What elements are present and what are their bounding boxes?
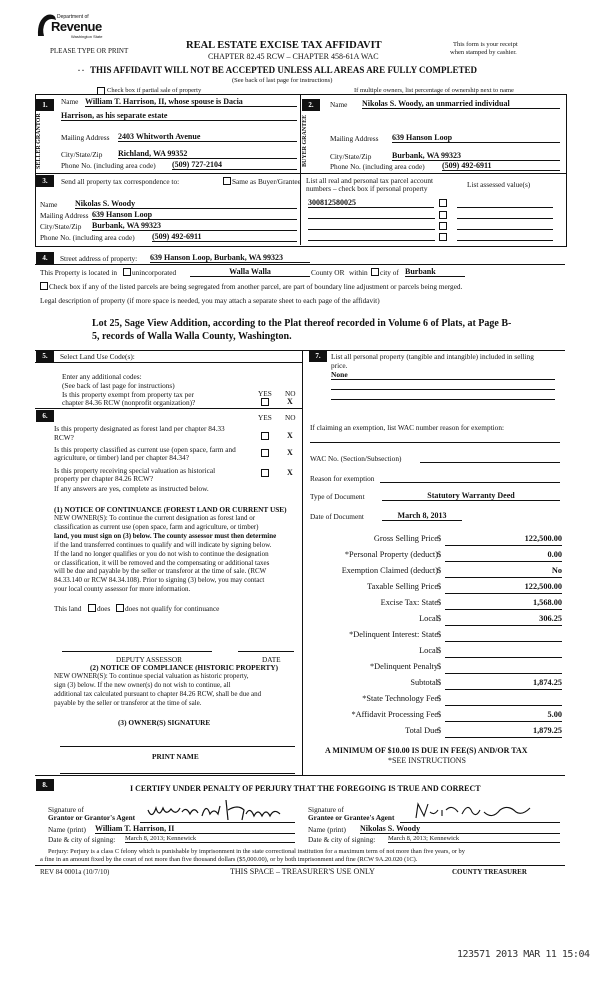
legal-description[interactable]: Lot 25, Sage View Addition, according to the Plat thereof recorded in Volume 6 of Plats, at Page B- [92,318,512,329]
penalty-label: *Delinquent Penalty [370,662,438,671]
does-not-label: does not qualify for continuance [125,604,220,613]
logo-top-text: Department of [57,14,89,20]
seller-name-label: Name [61,97,79,106]
notice-line: NEW OWNER(S): To continue special valuation as historic property, [54,672,249,680]
parcel-3-checkbox[interactable] [439,222,447,230]
grantor-date[interactable]: March 8, 2013; Kennewick [125,835,295,843]
land-does-checkbox[interactable] [88,604,96,612]
see-back-note: (See back of last page for instructions) [232,77,333,84]
section-7-badge: 7. [309,350,327,362]
corr-mailing[interactable]: 639 Hanson Loop [92,210,297,220]
seller-city-label: City/State/Zip [61,150,103,159]
seller-mailing-label: Mailing Address [61,133,110,142]
county-treasurer-label: COUNTY TREASURER [452,868,527,876]
assessed-value-label: List assessed value(s) [467,180,531,189]
exemption-dollar: $ [437,566,442,575]
correspondence-label: Send all property tax correspondence to: [61,177,180,186]
corr-city-label: City/State/Zip [40,222,82,231]
excise-state-dollar: $ [437,598,442,607]
notice-compliance-body [54,672,261,708]
tech-fee-label: *State Technology Fee [362,694,438,703]
grantee-sig-label-2: Grantee or Grantee's Agent [308,813,395,822]
section-2-badge: 2. [302,99,320,111]
current-use-no-mark[interactable]: X [287,448,293,457]
section-1-badge: 1. [36,99,54,111]
within-label: within [349,268,368,277]
penalty-dollar: $ [437,662,442,671]
unincorporated-checkbox[interactable] [123,268,131,276]
grantor-print-label: Name (print) [48,825,86,834]
street-label: Street address of property: [60,254,138,263]
notice-line: 84.33.140 or RCW 84.34.108). Prior to signing (3) below, you may contact [54,576,265,585]
grantee-print-name[interactable]: Nikolas S. Woody [360,824,560,834]
taxable-dollar: $ [437,582,442,591]
total-due-value[interactable]: 1,879.25 [532,726,562,735]
s5-no-label: NO [285,389,296,398]
parcel-label: List all real and personal tax parcel account [306,176,434,185]
subtotal-label: Subtotal [410,678,438,687]
total-dollar: $ [437,726,442,735]
section-6-badge: 6. [36,410,54,422]
gross-value[interactable]: 122,500.00 [524,534,562,543]
additional-codes-label: Enter any additional codes: [62,372,142,381]
historic-yes-checkbox[interactable] [261,469,269,477]
delinquent-state-label: *Delinquent Interest: State [349,630,438,639]
section-8-badge: 8. [36,779,54,791]
forest-yes-checkbox[interactable] [261,432,269,440]
doc-date-value[interactable]: March 8, 2013 [382,511,462,521]
forest-question: Is this property designated as forest land per chapter 84.33 [54,424,225,433]
s6-yes-label: YES [258,413,272,422]
recording-stamp: 123571 2013 MAR 11 15:04 [457,949,590,960]
forest-question-2: RCW? [54,433,74,442]
notice-line: payable by the seller or transferor at the time of sale. [54,698,202,707]
exempt-question: Is this property exempt from property tax per [62,390,194,399]
buyer-side-label: BUYER GRANTEE [302,114,308,168]
personal-deduct-label: *Personal Property (deduct) [344,550,438,559]
grantor-date-label: Date & city of signing: [48,835,116,844]
notice-continuance-body [54,514,276,594]
located-label: This Property is located in [40,268,118,277]
section-5-badge: 5. [36,350,54,362]
wac-number-label: WAC No. (Section/Subsection) [310,454,402,463]
perjury-statement-2: a fine in an amount fixed by the court of not more than five thousand dollars ($5,000.00), or by both imprisonment and fine (RCW 9A.20.020 (1C). [40,856,418,863]
parcel-1[interactable]: 300812580025 [308,198,434,208]
buyer-city[interactable]: Burbank, WA 99323 [392,151,560,161]
same-as-buyer-checkbox[interactable] [223,177,231,185]
receipt-note-2: when stamped by cashier. [450,49,517,56]
taxable-value[interactable]: 122,500.00 [524,582,562,591]
parcel-1-checkbox[interactable] [439,199,447,207]
notice-compliance-title: (2) NOTICE OF COMPLIANCE (HISTORIC PROPERTY) [90,663,279,672]
grantor-sig-label-2: Grantor or Grantor's Agent [48,813,136,822]
current-use-question: Is this property classified as current use (open space, farm and [54,445,236,454]
historic-no-mark[interactable]: X [287,468,293,477]
total-due-label: Total Due [405,726,438,735]
excise-state-label: Excise Tax: State [380,598,438,607]
notice-continuance-title: (1) NOTICE OF CONTINUANCE (FOREST LAND OR CURRENT USE) [54,505,287,514]
gross-dollar: $ [437,534,442,543]
current-use-question-2: agriculture, or timber) land per chapter 84.34? [54,453,189,462]
segregated-checkbox[interactable] [40,282,48,290]
land-qualify-label: This land [54,604,82,613]
legal-label: Legal description of property (if more space is needed, you may attach a separate sheet to each page of the affidavit) [40,296,380,305]
seller-phone-label: Phone No. (including area code) [61,161,156,170]
exemption-wac-label: If claiming an exemption, list WAC number reason for exemption: [310,423,504,432]
reason-label: Reason for exemption [310,474,375,483]
doc-date-label: Date of Document [310,512,364,521]
excise-local-value[interactable]: 306.25 [539,614,562,623]
personal-property-label: List all personal property (tangible and intangible) included in selling [331,352,534,361]
seller-name-line2[interactable]: Harrison, as his separate estate [61,111,297,121]
tech-fee-dollar: $ [437,694,442,703]
doc-type-label: Type of Document [310,492,365,501]
notice-line: classification as current use (open space, farm and agriculture, or timber) [54,522,259,531]
personal-property-label-2: price. [331,361,348,370]
corr-mailing-label: Mailing Address [40,211,89,220]
notice-line: NEW OWNER(S): To continue the current designation as forest land or [54,514,256,522]
subtotal-value[interactable]: 1,874.25 [532,678,562,687]
seller-name[interactable]: William T. Harrison, II, whose spouse is Dacia [85,97,297,107]
notice-line: will be due and payable by the seller or transferor at the time of sale. (RCW [54,567,267,576]
personal-dollar: $ [437,550,442,559]
see-back-codes: (See back of last page for instructions) [62,381,175,390]
grantee-signature[interactable] [412,798,542,824]
exemption-claimed-label: Exemption Claimed (deduct) [341,566,438,575]
form-title: REAL ESTATE EXCISE TAX AFFIDAVIT [186,40,382,51]
s5-yes-label: YES [258,389,272,398]
corr-phone-label: Phone No. (including area code) [40,233,135,242]
delinquent-local-label: Local [419,646,438,655]
buyer-city-label: City/State/Zip [330,152,372,161]
exempt-yes-checkbox[interactable] [261,398,269,406]
within-city-checkbox[interactable] [371,268,379,276]
multiple-owners-note: If multiple owners, list percentage of ownership next to name [354,87,514,94]
buyer-mailing-label: Mailing Address [330,134,379,143]
deputy-date-label: DATE [262,655,281,664]
current-use-yes-checkbox[interactable] [261,449,269,457]
receipt-note: This form is your receipt [453,41,518,48]
print-name-label: PRINT NAME [152,752,199,761]
unincorporated-label: unincorporated [132,268,177,277]
please-type-label: PLEASE TYPE OR PRINT [50,47,129,55]
does-label: does [97,604,111,613]
city-of-label: city of [380,268,399,277]
delinquent-local-dollar: $ [437,646,442,655]
perjury-statement: Perjury: Perjury is a class C felony which is punishable by imprisonment in the state correctional institution for a maximum term of not more than five years, or by [48,848,465,855]
pen-mark: . . [78,64,84,73]
notice-line: If the land no longer qualifies or you do not wish to continue the designation [54,549,269,558]
logo-main-text: Revenue [51,19,102,34]
forest-no-mark[interactable]: X [287,431,293,440]
seller-side-label: SELLER GRANTOR [36,113,42,169]
exempt-no-mark[interactable]: X [287,397,293,406]
historic-question-2: property per chapter 84.26 RCW? [54,474,154,483]
corr-city[interactable]: Burbank, WA 99323 [92,221,297,231]
parcel-label-2: numbers – check box if personal property [306,184,428,193]
notice-line: sign (3) below. If the new owner(s) do not wish to continue, all [54,680,231,689]
see-instructions-note: *SEE INSTRUCTIONS [388,756,467,765]
rev-number: REV 84 0001a (10/7/10) [40,868,110,876]
county-or-label: County OR [311,268,345,277]
buyer-phone[interactable]: (509) 492-6911 [442,161,560,171]
buyer-name-label: Name [330,100,348,109]
notice-line: land, you must sign on (3) below. The county assessor must then determine [54,531,277,540]
section-3-badge: 3. [36,175,54,187]
notice-line: or classification, it will be removed and the compensating or additional taxes [54,558,270,567]
buyer-phone-label: Phone No. (including area code) [330,162,425,171]
legal-description-2[interactable]: 5, records of Walla Walla County, Washington. [92,331,292,342]
exempt-question-2: chapter 84.36 RCW (nonprofit organization)? [62,398,196,407]
county-name[interactable]: Walla Walla [190,267,310,277]
subtotal-dollar: $ [437,678,442,687]
same-as-buyer-label: Same as Buyer/Grantee [232,177,301,186]
section-4-badge: 4. [36,252,54,264]
excise-local-label: Local [419,614,438,623]
parcel-4-checkbox[interactable] [439,233,447,241]
delinquent-state-dollar: $ [437,630,442,639]
city-name[interactable]: Burbank [405,267,465,277]
deputy-assessor-label: DEPUTY ASSESSOR [116,655,183,664]
processing-fee-value[interactable]: 5.00 [547,710,562,719]
warning-text: THIS AFFIDAVIT WILL NOT BE ACCEPTED UNLESS ALL AREAS ARE FULLY COMPLETED [90,65,478,75]
logo-sub-text: Washington State [71,34,103,39]
land-does-not-checkbox[interactable] [116,604,124,612]
grantee-print-label: Name (print) [308,825,346,834]
personal-deduct-value[interactable]: 0.00 [547,550,562,559]
segregated-label: Check box if any of the listed parcels are being segregated from another parcel, are part of boundary line adjustment or parcels being merged. [49,282,463,291]
treasurer-use-label: THIS SPACE – TREASURER'S USE ONLY [230,867,375,876]
form-chapter: CHAPTER 82.45 RCW – CHAPTER 458-61A WAC [208,52,379,61]
land-use-label: Select Land Use Code(s): [60,352,135,361]
notice-line: if the land transferred continues to qualify and will indicate by signing below. [54,540,272,549]
gross-label: Gross Selling Price [373,534,438,543]
doc-type-value[interactable]: Statutory Warranty Deed [382,491,560,501]
minimum-due-note: A MINIMUM OF $10.00 IS DUE IN FEE(S) AND/OR TAX [325,746,528,755]
corr-name[interactable]: Nikolas S. Woody [75,199,297,209]
excise-local-dollar: $ [437,614,442,623]
certify-statement: I CERTIFY UNDER PENALTY OF PERJURY THAT THE FOREGOING IS TRUE AND CORRECT [130,784,481,793]
parcel-2-checkbox[interactable] [439,211,447,219]
grantee-date[interactable]: March 8, 2013; Kennewick [388,835,560,843]
seller-phone[interactable]: (509) 727-2104 [172,160,297,170]
street-address[interactable]: 639 Hanson Loop, Burbank, WA 99323 [150,253,310,263]
processing-dollar: $ [437,710,442,719]
excise-state-value[interactable]: 1,568.00 [532,598,562,607]
grantor-sig-label: Signature of [48,805,84,814]
grantee-sig-label: Signature of [308,805,344,814]
seller-city[interactable]: Richland, WA 99352 [118,149,297,159]
any-yes-note: If any answers are yes, complete as instructed below. [54,484,209,493]
personal-property-value[interactable]: None [331,370,555,380]
exemption-claimed-value[interactable]: No [551,566,562,575]
processing-fee-label: *Affidavit Processing Fee [351,710,438,719]
buyer-name[interactable]: Nikolas S. Woody, an unmarried individual [362,99,560,109]
buyer-mailing[interactable]: 639 Hanson Loop [392,133,560,143]
grantor-print-name[interactable]: William T. Harrison, II [95,824,295,834]
historic-question: Is this property receiving special valuation as historical [54,466,216,475]
owner-signature-label: (3) OWNER(S) SIGNATURE [118,718,211,727]
grantor-signature[interactable] [146,796,286,826]
s6-no-label: NO [285,413,296,422]
corr-phone[interactable]: (509) 492-6911 [152,232,297,242]
notice-line: your local county assessor for more information. [54,585,191,594]
partial-sale-label: Check box if partial sale of property [107,87,202,94]
taxable-label: Taxable Selling Price [367,582,438,591]
seller-mailing[interactable]: 2403 Whitworth Avenue [118,132,297,142]
corr-name-label: Name [40,200,58,209]
dor-logo [35,8,105,42]
notice-line: additional tax calculated pursuant to chapter 84.26 RCW, shall be due and [54,689,262,698]
grantee-date-label: Date & city of signing: [308,835,376,844]
